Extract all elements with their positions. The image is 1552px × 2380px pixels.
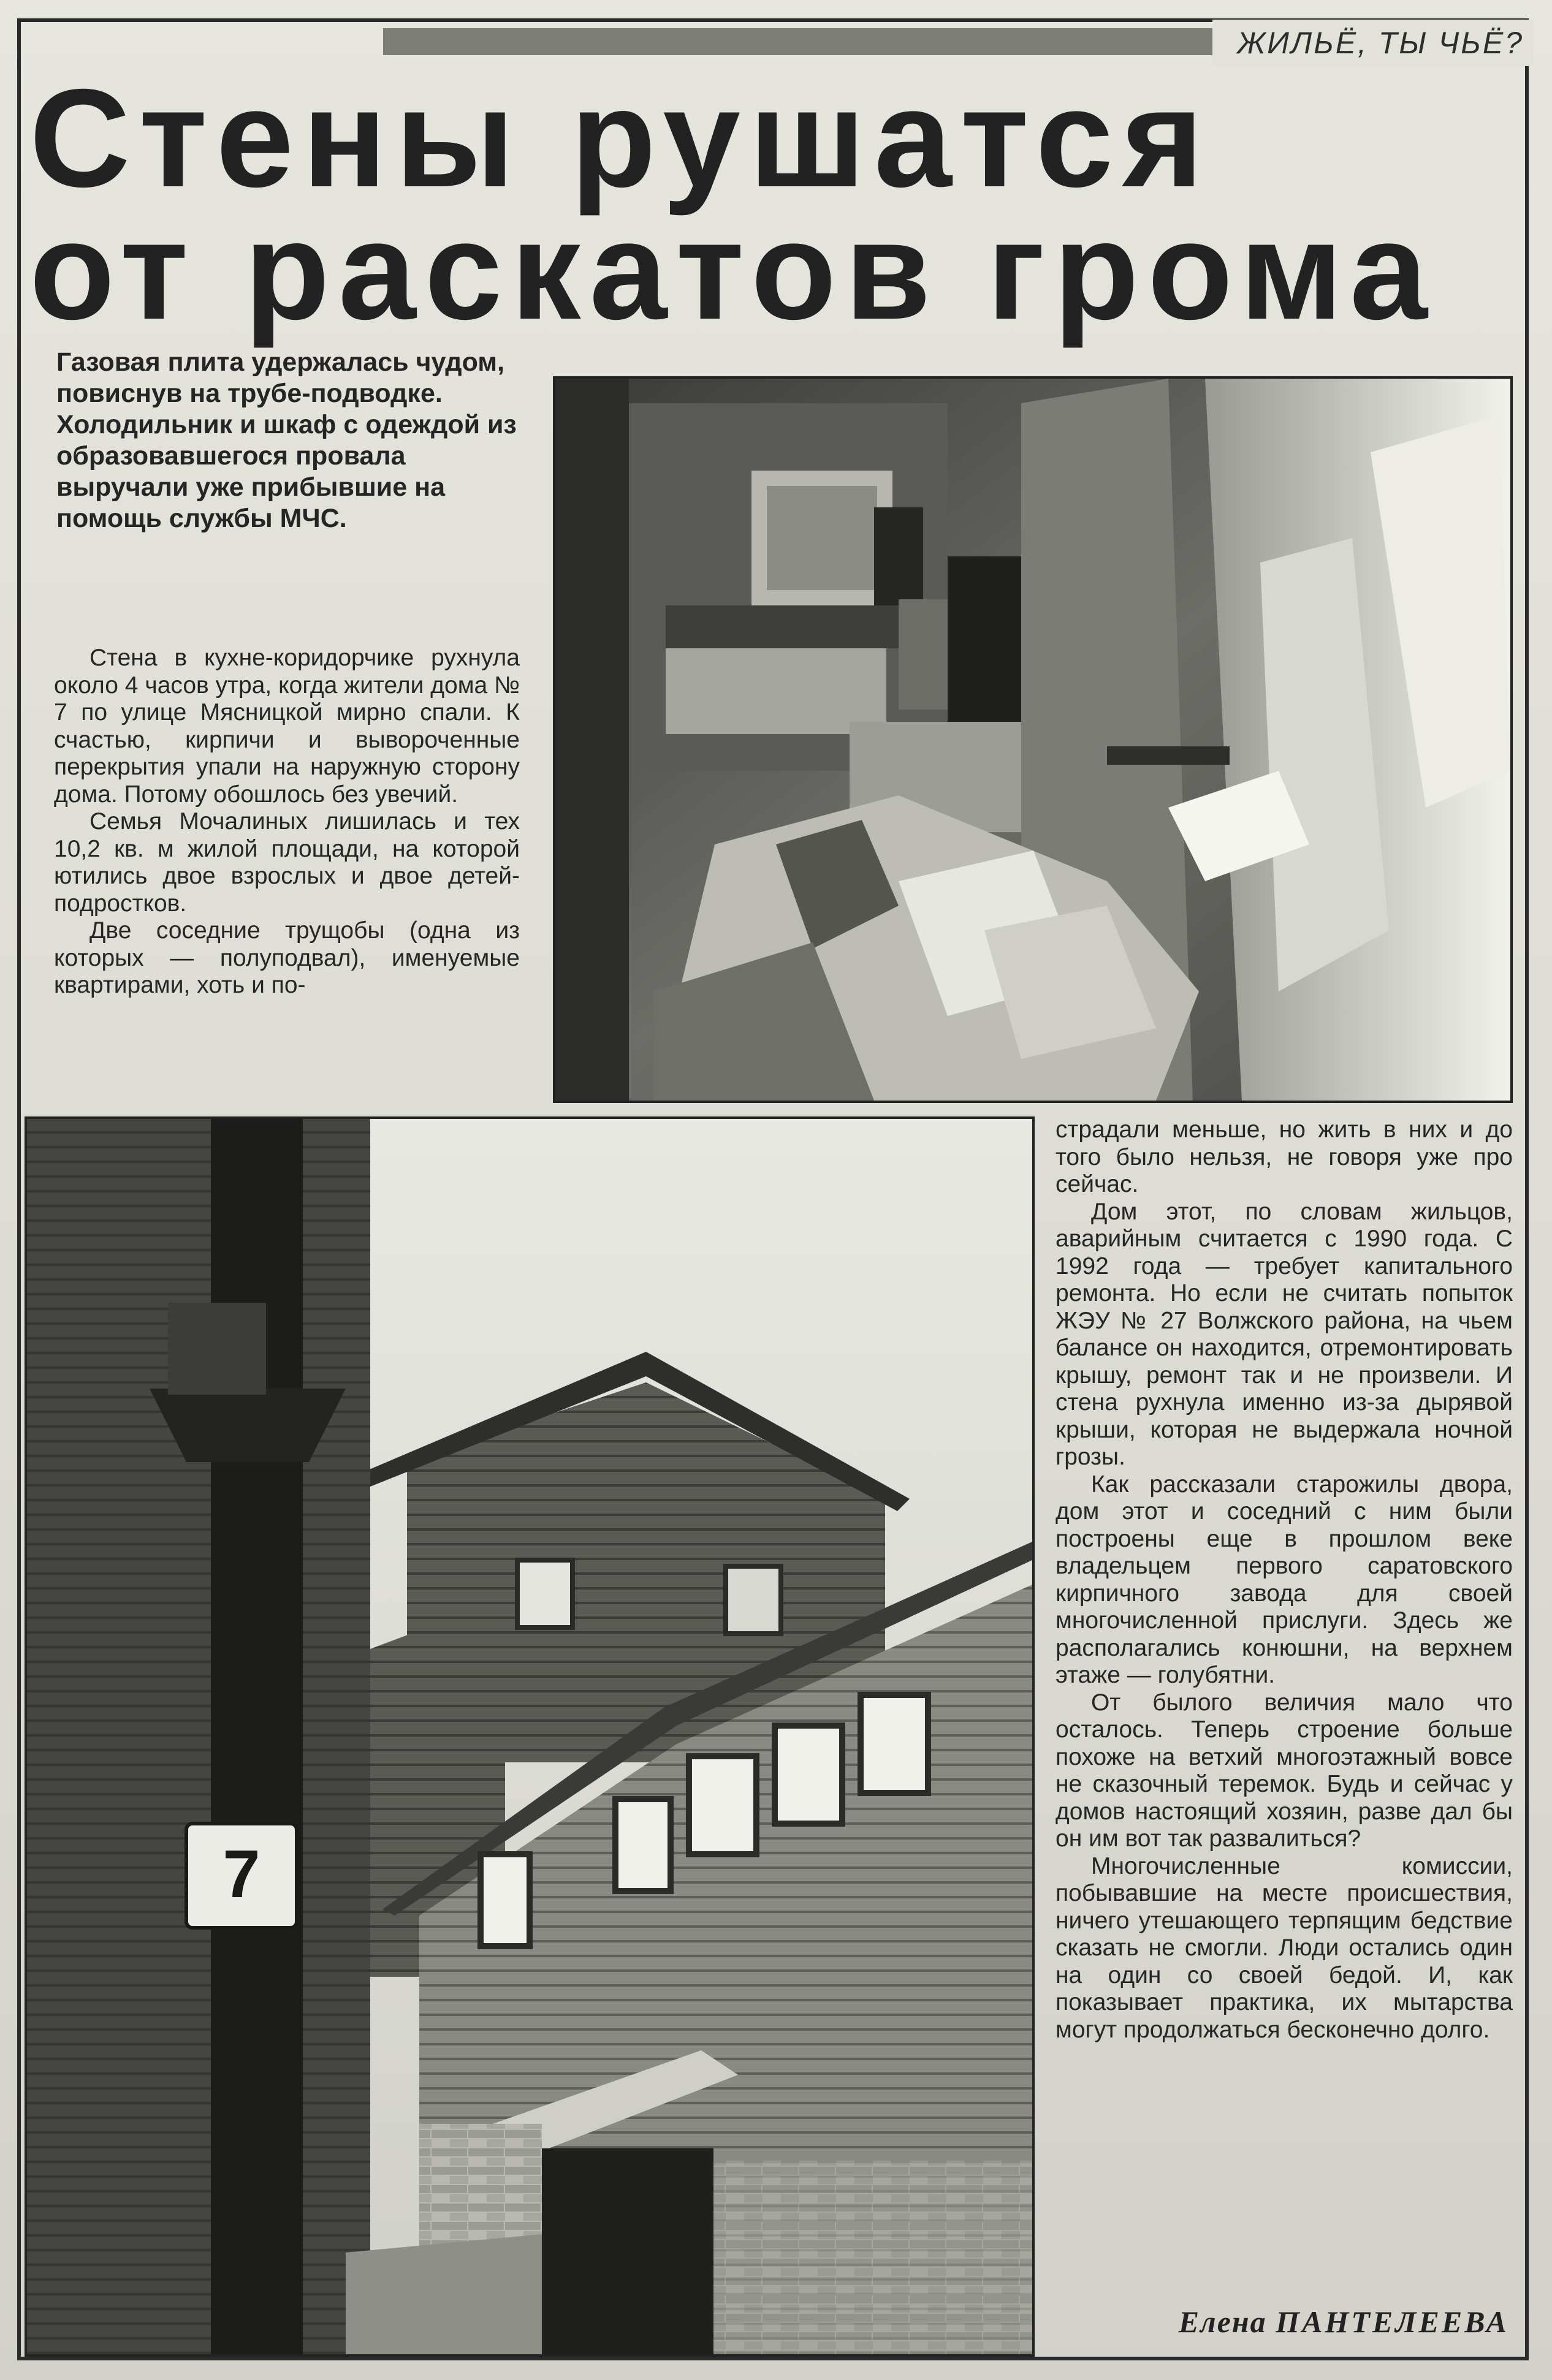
article-lead: Газовая плита удержалась чудом, повиснув на трубе-подводке. Холодильник и шкаф с одеждой из образовавшегося провала выручали уже прибывшие на помощь службы МЧС. bbox=[56, 347, 517, 533]
text-column-left bbox=[54, 645, 520, 999]
photo-collapsed-kitchen bbox=[553, 376, 1513, 1103]
author-surname: ПАНТЕЛЕЕВА bbox=[1276, 2305, 1509, 2339]
paragraph: Семья Мочалиных лишилась и тех 10,2 кв. м жилой площади, на которой ютились двое взрослых и двое детей-подростков. bbox=[54, 808, 520, 917]
author-byline bbox=[1179, 2304, 1509, 2340]
paragraph: Многочисленные комиссии, побывавшие на месте происшествия, ничего утешающего терпящим бедствие сказать не смогли. Люди остались один на один со своей бедой. И, как показывает практика, их мытарства могут продолжаться бесконечно долго. bbox=[1056, 1852, 1513, 2043]
house-number: 7 bbox=[223, 1836, 261, 1912]
text-column-right bbox=[1056, 1116, 1513, 2044]
photo-house-exterior bbox=[25, 1116, 1035, 2357]
headline-line-2: от раскатов грома bbox=[29, 193, 1436, 349]
headline-line-1: Стены рушатся bbox=[29, 61, 1212, 216]
rubric-label: ЖИЛЬЁ, ТЫ ЧЬЁ? bbox=[1212, 20, 1534, 66]
paragraph: Как рассказали старожилы двора, дом этот и соседний с ним были построены еще в прошлом веке владельцем первого саратовского кирпичного завода для своей многочисленной прислуги. Здесь же располагались конюшни, на верхнем этаже — голубятни. bbox=[1056, 1471, 1513, 1688]
article-headline bbox=[29, 61, 1525, 349]
paragraph: Стена в кухне-коридорчике рухнула около 4 часов утра, когда жители дома № 7 по улице Мясницкой мирно спали. К счастью, кирпичи и вывороченные перекрытия упали на наружную сторону дома. Потому обошлось без увечий. bbox=[54, 645, 520, 808]
paragraph: От былого величия мало что осталось. Теперь строение больше похоже на ветхий многоэтажный вовсе не сказочный теремок. Будь и сейчас у домов настоящий хозяин, разве дал бы он им вот так развалиться? bbox=[1056, 1689, 1513, 1852]
photo-house-illustration bbox=[27, 1119, 1032, 2354]
photo-kitchen-illustration bbox=[555, 379, 1510, 1101]
paragraph: Две соседние трущобы (одна из которых — полуподвал), именуемые квартирами, хоть и по- bbox=[54, 917, 520, 998]
paragraph: страдали меньше, но жить в них и до того было нельзя, не говоря уже про сейчас. bbox=[1056, 1116, 1513, 1197]
author-first-name: Елена bbox=[1178, 2305, 1267, 2339]
paragraph: Дом этот, по словам жильцов, аварийным считается с 1990 года. С 1992 года — требует капитального ремонта. Но если не считать попыток ЖЭУ № 27 Волжского района, на чьем балансе он находится, отремонтировать крышу, ремонт так и не произвели. И стена рухнула именно из-за дырявой крыши, которая не выдержала ночной грозы. bbox=[1056, 1198, 1513, 1470]
